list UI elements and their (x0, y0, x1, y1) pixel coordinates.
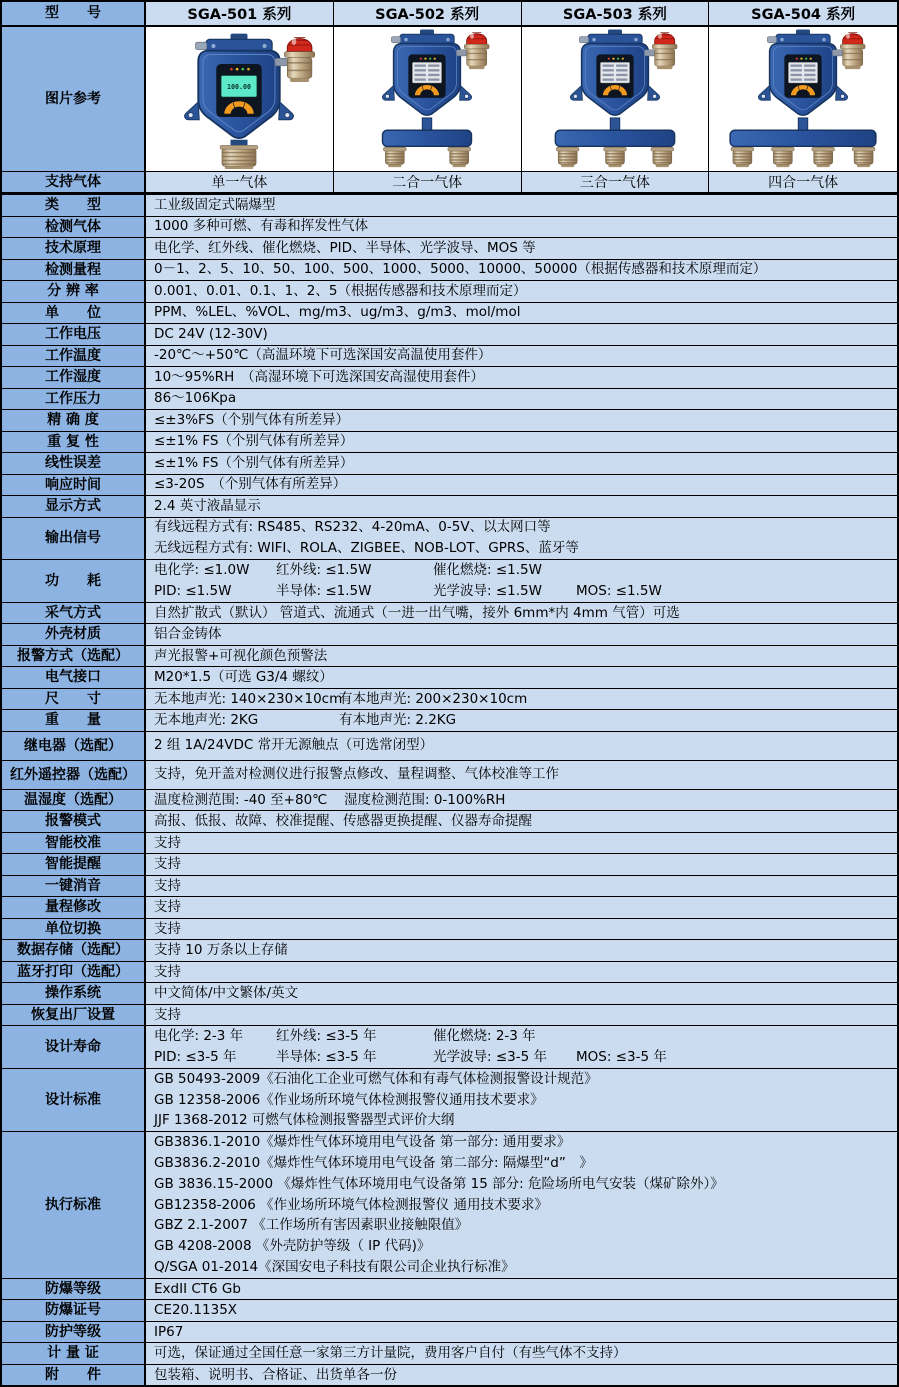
spec-value: 2 组 1A/24VDC 常开无源触点（可选常闭型） (146, 732, 897, 760)
spec-segment: 催化燃烧: 2-3 年 (433, 1028, 536, 1045)
detector-body (570, 30, 659, 116)
spec-segment: 湿度检测范围: 0-100%RH (344, 791, 506, 808)
spec-label: 继电器（选配） (2, 732, 146, 760)
alarm-beacon (457, 33, 490, 69)
table-row (2, 410, 897, 432)
spec-value: 高报、低报、故障、校准提醒、传感器更换提醒、仪器寿命提醒 (146, 811, 897, 832)
spec-value: 铝合金铸体 (146, 624, 897, 645)
spec-label: 报警模式 (2, 811, 146, 832)
gas-type: 单一气体 (146, 172, 334, 192)
spec-label: 类 型 (2, 195, 146, 216)
alarm-beacon (644, 33, 677, 69)
table-row (2, 324, 897, 346)
sensor-probe (384, 147, 407, 167)
image-row-label: 图片参考 (2, 27, 146, 171)
spec-label: 计 量 证 (2, 1343, 146, 1364)
table-row (2, 172, 897, 195)
table-row (2, 833, 897, 855)
spec-value: 10～95%RH （高湿环境下可选深国安高湿使用套件） (146, 367, 897, 388)
spec-label: 报警方式（选配） (2, 646, 146, 667)
detector-body (759, 30, 848, 116)
table-row (2, 689, 897, 711)
table-row (2, 761, 897, 790)
table-row (2, 346, 897, 368)
spec-label: 温湿度（选配） (2, 790, 146, 811)
spec-label: 响应时间 (2, 475, 146, 496)
spec-value: 可选，保证通过全国任意一家第三方计量院，费用客户自付（有些气体不支持） (146, 1343, 897, 1364)
model-row-label: 型 号 (2, 2, 146, 25)
gas-type: 三合一气体 (522, 172, 710, 192)
table-row (2, 646, 897, 668)
table-row (2, 854, 897, 876)
spec-label: 量程修改 (2, 897, 146, 918)
spec-value: 支持 (146, 1005, 897, 1026)
spec-label: 电气接口 (2, 667, 146, 688)
spec-line: Q/SGA 01-2014《深国安电子科技有限公司企业执行标准》 (154, 1258, 515, 1275)
spec-value: IP67 (146, 1322, 897, 1343)
spec-value (146, 689, 897, 710)
spec-value (146, 518, 897, 560)
spec-segment: 半导体: ≤3-5 年 (276, 1048, 377, 1065)
spec-segment: 无本地声光: 2KG (154, 712, 259, 728)
spec-segment: MOS: ≤3-5 年 (576, 1048, 667, 1065)
detector-body (383, 30, 472, 116)
spec-line (154, 581, 889, 602)
model-name: SGA-504 系列 (709, 2, 897, 25)
spec-segment: PID: ≤3-5 年 (154, 1048, 237, 1065)
spec-label: 工作压力 (2, 389, 146, 410)
spec-label: 蓝牙打印（选配） (2, 962, 146, 983)
spec-segment: 电化学: 2-3 年 (154, 1028, 244, 1045)
table-row (2, 919, 897, 941)
table-row (2, 518, 897, 561)
spec-value: 1000 多种可燃、有毒和挥发性气体 (146, 217, 897, 238)
spec-line: GB12358-2006 《作业场所环境气体检测报警仪 通用技术要求》 (154, 1196, 548, 1213)
spec-segment: 光学波导: ≤1.5W (433, 582, 542, 599)
table-row (2, 940, 897, 962)
detector-image (334, 28, 520, 170)
spec-value: 支持 (146, 897, 897, 918)
sensor-probe (220, 145, 258, 169)
table-row (2, 962, 897, 984)
spec-label: 单 位 (2, 303, 146, 324)
spec-value: 中文简体/中文繁体/英文 (146, 983, 897, 1004)
spec-label: 防爆等级 (2, 1279, 146, 1300)
spec-label: 检测量程 (2, 260, 146, 281)
spec-line: GB 4208-2008 《外壳防护等级（ IP 代码)》 (154, 1238, 431, 1255)
spec-value: DC 24V (12-30V) (146, 324, 897, 345)
spec-line: JJF 1368-2012 可燃气体检测报警器型式评价大纲 (154, 1112, 455, 1129)
spec-line: GB3836.1-2010《爆炸性气体环境用电气设备 第一部分: 通用要求》 (154, 1134, 571, 1151)
sga-502-detector-image (334, 27, 522, 171)
spec-value: 2.4 英寸液晶显示 (146, 496, 897, 517)
sensor-probe (448, 147, 471, 167)
spec-label: 分 辨 率 (2, 281, 146, 302)
spec-line (154, 790, 889, 811)
model-name: SGA-503 系列 (522, 2, 710, 25)
spec-label: 恢复出厂设置 (2, 1005, 146, 1026)
table-row (2, 367, 897, 389)
spec-value: ≤±1% FS（个别气体有所差异） (146, 432, 897, 453)
sensor-probe (772, 147, 795, 167)
manifold (555, 130, 674, 146)
spec-value: -20℃～+50℃（高温环境下可选深国安高温使用套件） (146, 346, 897, 367)
spec-segment: 电化学: ≤1.0W (154, 562, 250, 579)
spec-label: 防爆证号 (2, 1300, 146, 1321)
sensor-probe (731, 147, 754, 167)
spec-line: GBZ 2.1-2007 《工作场所有害因素职业接触限值》 (154, 1217, 469, 1234)
alarm-beacon (275, 37, 315, 81)
table-row (2, 238, 897, 260)
spec-line: 无线远程方式有: WIFI、ROLA、ZIGBEE、NOB-LOT、GPRS、蓝牙等 (154, 540, 579, 557)
spec-label: 执行标准 (2, 1132, 146, 1278)
spec-value: 工业级固定式隔爆型 (146, 195, 897, 216)
table-row (2, 876, 897, 898)
spec-label: 智能提醒 (2, 854, 146, 875)
spec-value: 支持 (146, 919, 897, 940)
spec-label: 重 复 性 (2, 432, 146, 453)
spec-segment: 红外线: ≤3-5 年 (276, 1028, 377, 1045)
spec-label: 红外遥控器（选配） (2, 761, 146, 789)
spec-label: 工作温度 (2, 346, 146, 367)
spec-value: 支持，免开盖对检测仪进行报警点修改、量程调整、气体校准等工作 (146, 761, 897, 789)
table-row (2, 811, 897, 833)
spec-label: 设计寿命 (2, 1026, 146, 1068)
svg-text:100.00: 100.00 (227, 83, 252, 92)
spec-label: 附 件 (2, 1365, 146, 1386)
table-row (2, 790, 897, 812)
gas-type: 四合一气体 (709, 172, 897, 192)
table-row (2, 1069, 897, 1132)
spec-label: 防护等级 (2, 1322, 146, 1343)
table-row (2, 1132, 897, 1279)
sga-501-detector-image (146, 27, 334, 171)
table-row (2, 667, 897, 689)
spec-line (154, 560, 889, 581)
detector-body (185, 34, 294, 138)
table-row (2, 475, 897, 497)
manifold (730, 130, 876, 146)
table-row (2, 897, 897, 919)
detector-image (710, 28, 896, 170)
table-row (2, 27, 897, 172)
spec-value: M20*1.5（可选 G3/4 螺纹） (146, 667, 897, 688)
table-row (2, 603, 897, 625)
spec-segment: 红外线: ≤1.5W (276, 562, 372, 579)
spec-label: 输出信号 (2, 518, 146, 560)
spec-label: 技术原理 (2, 238, 146, 259)
spec-value: 支持 (146, 962, 897, 983)
spec-value: 86～106Kpa (146, 389, 897, 410)
spec-line: GB 3836.15-2000 《爆炸性气体环境用电气设备第 15 部分: 危险场所电气安装（煤矿除外）》 (154, 1175, 724, 1192)
spec-value (146, 1069, 897, 1131)
spec-label: 外壳材质 (2, 624, 146, 645)
table-row (2, 496, 897, 518)
spec-label: 精 确 度 (2, 410, 146, 431)
spec-segment: MOS: ≤1.5W (576, 582, 662, 599)
spec-value: ExdII CT6 Gb (146, 1279, 897, 1300)
spec-value (146, 1026, 897, 1068)
spec-value (146, 1132, 897, 1278)
sensor-probe (651, 147, 674, 167)
spec-segment: 无本地声光: 140×230×10cm (154, 690, 343, 707)
table-row (2, 281, 897, 303)
spec-label: 数据存储（选配） (2, 940, 146, 961)
spec-label: 操作系统 (2, 983, 146, 1004)
spec-label: 单位切换 (2, 919, 146, 940)
spec-segment: PID: ≤1.5W (154, 582, 232, 599)
model-name: SGA-501 系列 (146, 2, 334, 25)
gas-row-label: 支持气体 (2, 172, 146, 192)
model-name: SGA-502 系列 (334, 2, 522, 25)
table-row (2, 560, 897, 603)
spec-value: 声光报警+可视化颜色预警法 (146, 646, 897, 667)
table-row (2, 1300, 897, 1322)
spec-line (154, 689, 889, 710)
spec-label: 功 耗 (2, 560, 146, 602)
table-row (2, 710, 897, 732)
detector-image (146, 28, 332, 170)
spec-value (146, 560, 897, 602)
spec-line: GB3836.2-2010《爆炸性气体环境用电气设备 第二部分: 隔爆型“d” 》 (154, 1154, 593, 1171)
spec-value: 包装箱、说明书、合格证、出货单各一份 (146, 1365, 897, 1386)
gas-type: 二合一气体 (334, 172, 522, 192)
spec-value (146, 790, 897, 811)
spec-line (154, 1047, 889, 1068)
spec-value: 支持 (146, 876, 897, 897)
table-row (2, 1322, 897, 1344)
spec-value: 支持 (146, 833, 897, 854)
spec-value: 支持 (146, 854, 897, 875)
table-row (2, 624, 897, 646)
table-row (2, 983, 897, 1005)
manifold (383, 130, 472, 146)
spec-label: 智能校准 (2, 833, 146, 854)
table-row (2, 1279, 897, 1301)
table-row (2, 732, 897, 761)
spec-label: 显示方式 (2, 496, 146, 517)
table-row (2, 260, 897, 282)
sga-503-detector-image (522, 27, 710, 171)
spec-segment: 半导体: ≤1.5W (276, 582, 372, 599)
spec-value: 自然扩散式（默认） 管道式、流通式（一进一出气嘴，接外 6mm*内 4mm 气管）可选 (146, 603, 897, 624)
spec-value: ≤3-20S （个别气体有所差异） (146, 475, 897, 496)
sensor-probe (812, 147, 835, 167)
spec-label: 尺 寸 (2, 689, 146, 710)
alarm-beacon (833, 33, 866, 69)
spec-label: 采气方式 (2, 603, 146, 624)
table-row (2, 1026, 897, 1069)
spec-value (146, 710, 897, 731)
spec-segment: 有本地声光: 200×230×10cm (339, 690, 528, 707)
spec-segment: 有本地声光: 2.2KG (339, 712, 457, 728)
table-row (2, 303, 897, 325)
spec-line: GB 50493-2009《石油化工企业可燃气体和有毒气体检测报警设计规范》 (154, 1070, 598, 1087)
spec-value: ≤±3%FS（个别气体有所差异） (146, 410, 897, 431)
spec-value: 电化学、红外线、催化燃烧、PID、半导体、光学波导、MOS 等 (146, 238, 897, 259)
spec-label: 工作湿度 (2, 367, 146, 388)
spec-label: 一键消音 (2, 876, 146, 897)
sga-504-detector-image (709, 27, 897, 171)
spec-label: 重 量 (2, 710, 146, 731)
spec-line (154, 710, 889, 731)
spec-line (154, 1026, 889, 1047)
spec-line: GB 12358-2006《作业场所环境气体检测报警仪通用技术要求》 (154, 1091, 544, 1108)
table-row (2, 453, 897, 475)
table-row (2, 389, 897, 411)
spec-value: CE20.1135X (146, 1300, 897, 1321)
spec-value: PPM、%LEL、%VOL、mg/m3、ug/m3、g/m3、mol/mol (146, 303, 897, 324)
spec-label: 检测气体 (2, 217, 146, 238)
table-row (2, 195, 897, 217)
spec-label: 设计标准 (2, 1069, 146, 1131)
spec-value: 0.001、0.01、0.1、1、2、5（根据传感器和技术原理而定） (146, 281, 897, 302)
table-row (2, 1365, 897, 1386)
spec-value: ≤±1% FS（个别气体有所差异） (146, 453, 897, 474)
table-row (2, 1343, 897, 1365)
spec-value: 0－1、2、5、10、50、100、500、1000、5000、10000、50000（根据传感器和技术原理而定） (146, 260, 897, 281)
sensor-probe (604, 147, 627, 167)
detector-image (522, 28, 708, 170)
spec-line: 有线远程方式有: RS485、RS232、4-20mA、0-5V、以太网口等 (154, 519, 551, 536)
table-row (2, 2, 897, 27)
spec-value: 支持 10 万条以上存储 (146, 940, 897, 961)
sensor-probe (556, 147, 579, 167)
spec-segment: 光学波导: ≤3-5 年 (433, 1048, 547, 1065)
spec-segment: 催化燃烧: ≤1.5W (433, 562, 542, 579)
table-row (2, 1005, 897, 1027)
spec-segment: 温度检测范围: -40 至+80℃ (154, 791, 328, 808)
spec-label: 线性误差 (2, 453, 146, 474)
spec-label: 工作电压 (2, 324, 146, 345)
table-row (2, 432, 897, 454)
table-row (2, 217, 897, 239)
sensor-probe (852, 147, 875, 167)
